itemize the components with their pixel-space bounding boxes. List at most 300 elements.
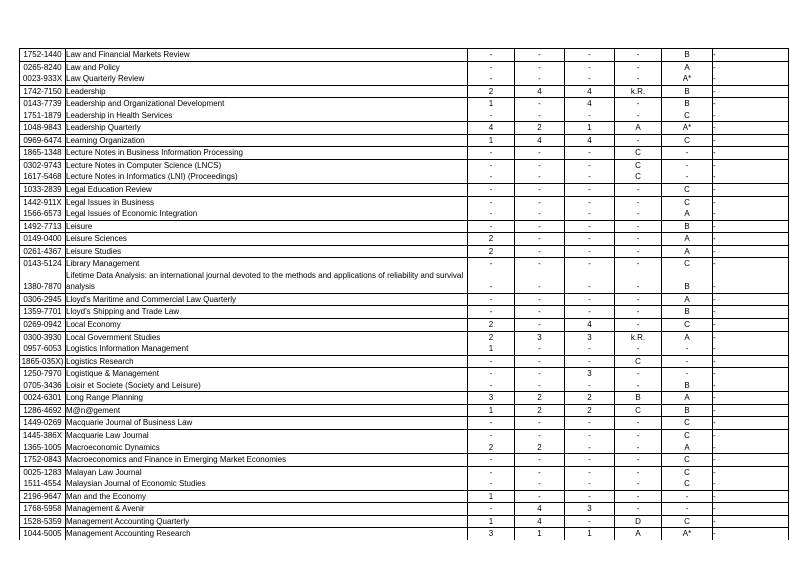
issn-cell: 0025-1283 [20,466,66,478]
rating-cell-6: - [713,258,789,270]
rating-cell-1: - [468,220,515,233]
rating-cell-1: 2 [468,85,515,98]
rating-cell-3: 4 [565,134,615,147]
rating-cell-3: - [565,355,615,368]
table-row [20,61,789,73]
rating-cell-5: - [662,368,713,380]
issn-cell: 0969-6474 [20,134,66,147]
issn-cell: 1365-1005 [20,442,66,454]
rating-cell-5: - [662,147,713,160]
title-cell: Local Government Studies [66,331,468,343]
rating-cell-6: - [713,306,789,319]
rating-cell-6: - [713,478,789,490]
rating-cell-5: - [662,355,713,368]
issn-cell: 1752-1440 [20,49,66,62]
issn-cell: 1752-0843 [20,454,66,467]
table-row [20,220,789,233]
title-cell: M@n@gement [66,404,468,417]
rating-cell-2: - [515,466,565,478]
rating-cell-6: - [713,319,789,332]
rating-cell-4: C [615,355,662,368]
title-cell: Library Management [66,258,468,270]
rating-cell-3: 4 [565,98,615,110]
rating-cell-4: - [615,73,662,85]
rating-cell-5: C [662,110,713,122]
table-row [20,270,789,294]
rating-cell-1: - [468,429,515,441]
issn-cell: 1442-911X [20,196,66,208]
rating-cell-6: - [713,417,789,430]
rating-cell-5: A* [662,528,713,540]
rating-cell-5: C [662,134,713,147]
rating-cell-3: - [565,306,615,319]
rating-cell-5: A* [662,122,713,135]
rating-cell-5: C [662,429,713,441]
rating-cell-2: 2 [515,442,565,454]
rating-cell-4: - [615,110,662,122]
rating-cell-6: - [713,245,789,258]
rating-cell-5: - [662,171,713,183]
rating-cell-5: B [662,270,713,294]
rating-cell-4: - [615,270,662,294]
rating-cell-4: A [615,122,662,135]
issn-cell: 1566-6573 [20,208,66,220]
issn-cell: 0306-2945 [20,293,66,306]
rating-cell-2: - [515,355,565,368]
rating-cell-1: - [468,159,515,171]
rating-cell-4: C [615,147,662,160]
rating-cell-2: - [515,429,565,441]
rating-cell-2: - [515,380,565,392]
rating-cell-1: - [468,466,515,478]
rating-cell-2: - [515,478,565,490]
rating-cell-6: - [713,270,789,294]
issn-cell: 1865-1348 [20,147,66,160]
rating-cell-4: C [615,159,662,171]
rating-cell-3: - [565,184,615,197]
rating-cell-5: B [662,85,713,98]
issn-cell: 0024-6301 [20,392,66,405]
rating-cell-4: - [615,49,662,62]
rating-cell-1: 1 [468,404,515,417]
rating-cell-6: - [713,368,789,380]
title-cell: Logistics Research [66,355,468,368]
title-cell: Legal Education Review [66,184,468,197]
title-cell: Logistique & Management [66,368,468,380]
title-cell: Man and the Economy [66,490,468,503]
title-cell: Loisir et Societe (Society and Leisure) [66,380,468,392]
rating-cell-4: C [615,171,662,183]
title-cell: Leadership in Health Services [66,110,468,122]
issn-cell: 0300-3930 [20,331,66,343]
rating-cell-2: 4 [515,503,565,516]
rating-cell-4: - [615,454,662,467]
table-row [20,368,789,380]
rating-cell-6: - [713,429,789,441]
issn-cell: 1768-5958 [20,503,66,516]
rating-cell-4: - [615,368,662,380]
issn-cell: 1617-5468 [20,171,66,183]
title-cell: Learning Organization [66,134,468,147]
rating-cell-6: - [713,220,789,233]
rating-cell-1: 3 [468,528,515,540]
rating-cell-6: - [713,147,789,160]
rating-cell-4: - [615,258,662,270]
table-row [20,49,789,62]
rating-cell-1: 2 [468,233,515,246]
rating-cell-2: - [515,110,565,122]
issn-cell: 1742-7150 [20,85,66,98]
rating-cell-1: - [468,478,515,490]
rating-cell-2: - [515,490,565,503]
rating-cell-2: - [515,270,565,294]
title-cell: Leadership and Organizational Development [66,98,468,110]
table-row [20,429,789,441]
rating-cell-5: B [662,49,713,62]
rating-cell-3: - [565,442,615,454]
rating-cell-6: - [713,466,789,478]
rating-cell-3: - [565,49,615,62]
rating-cell-5: A [662,442,713,454]
rating-cell-4: - [615,429,662,441]
rating-cell-4: - [615,478,662,490]
rating-cell-6: - [713,134,789,147]
issn-cell: 1751-1879 [20,110,66,122]
rating-cell-6: - [713,196,789,208]
title-cell: Management Accounting Quarterly [66,515,468,528]
rating-cell-3: - [565,429,615,441]
title-cell: Legal Issues in Business [66,196,468,208]
rating-cell-4: B [615,392,662,405]
rating-cell-5: C [662,417,713,430]
rating-cell-3: - [565,270,615,294]
rating-cell-2: - [515,98,565,110]
rating-cell-1: 1 [468,134,515,147]
rating-cell-3: - [565,233,615,246]
rating-cell-5: B [662,306,713,319]
rating-cell-6: - [713,171,789,183]
rating-cell-1: - [468,49,515,62]
table-row [20,331,789,343]
rating-cell-2: - [515,454,565,467]
issn-cell: 0302-9743 [20,159,66,171]
rating-cell-2: - [515,49,565,62]
rating-cell-1: - [468,73,515,85]
rating-cell-4: - [615,233,662,246]
table-row [20,528,789,540]
table-row [20,404,789,417]
table-row [20,515,789,528]
rating-cell-4: - [615,220,662,233]
issn-cell: 1380-7870 [20,270,66,294]
rating-cell-2: - [515,61,565,73]
rating-cell-1: - [468,61,515,73]
rating-cell-1: - [468,306,515,319]
rating-cell-6: - [713,85,789,98]
rating-cell-3: 4 [565,319,615,332]
table-row [20,417,789,430]
rating-cell-3: - [565,343,615,355]
rating-cell-5: B [662,98,713,110]
rating-cell-6: - [713,515,789,528]
rating-cell-5: B [662,380,713,392]
rating-cell-2: - [515,319,565,332]
table-row [20,159,789,171]
rating-cell-5: C [662,184,713,197]
rating-cell-5: A [662,245,713,258]
table-row [20,85,789,98]
rating-cell-2: 4 [515,85,565,98]
title-cell: Lifetime Data Analysis: an international journal devoted to the methods and applications of reliability and survival analysis [66,270,468,294]
table-row [20,73,789,85]
rating-cell-6: - [713,392,789,405]
rating-cell-1: - [468,110,515,122]
rating-cell-2: 2 [515,404,565,417]
rating-cell-5: C [662,478,713,490]
rating-cell-1: - [468,503,515,516]
rating-cell-5: C [662,515,713,528]
table-row [20,110,789,122]
rating-cell-2: - [515,245,565,258]
rating-cell-3: - [565,110,615,122]
table-row [20,98,789,110]
issn-cell: 0143-5124 [20,258,66,270]
table-row [20,478,789,490]
rating-cell-1: - [468,196,515,208]
rating-cell-2: - [515,417,565,430]
rating-cell-6: - [713,380,789,392]
rating-cell-1: 1 [468,343,515,355]
issn-cell: 1359-7701 [20,306,66,319]
table-row [20,134,789,147]
table-row [20,503,789,516]
rating-cell-6: - [713,184,789,197]
rating-cell-1: 3 [468,392,515,405]
rating-cell-3: - [565,73,615,85]
rating-cell-6: - [713,293,789,306]
table-row [20,122,789,135]
rating-cell-2: - [515,306,565,319]
title-cell: Malayan Law Journal [66,466,468,478]
rating-cell-2: - [515,293,565,306]
rating-cell-6: - [713,503,789,516]
issn-cell: 0023-933X [20,73,66,85]
title-cell: Logistics Information Management [66,343,468,355]
rating-cell-3: - [565,147,615,160]
rating-cell-1: - [468,208,515,220]
rating-cell-4: - [615,319,662,332]
rating-cell-5: - [662,343,713,355]
rating-cell-1: 2 [468,319,515,332]
rating-cell-1: 2 [468,442,515,454]
table-row [20,171,789,183]
table-row [20,490,789,503]
rating-cell-3: - [565,159,615,171]
rating-cell-2: 2 [515,122,565,135]
title-cell: Local Economy [66,319,468,332]
title-cell: Law Quarterly Review [66,73,468,85]
rating-cell-6: - [713,122,789,135]
rating-cell-2: - [515,220,565,233]
rating-cell-1: 2 [468,331,515,343]
rating-cell-1: 2 [468,245,515,258]
table-row [20,184,789,197]
rating-cell-2: - [515,368,565,380]
title-cell: Legal Issues of Economic Integration [66,208,468,220]
title-cell: Macroeconomics and Finance in Emerging Market Economies [66,454,468,467]
issn-cell: 1286-4692 [20,404,66,417]
rating-cell-5: - [662,490,713,503]
title-cell: Macquarie Law Journal [66,429,468,441]
issn-cell: 1445-386X [20,429,66,441]
title-cell: Malaysian Journal of Economic Studies [66,478,468,490]
rating-cell-3: - [565,293,615,306]
issn-cell: 1492-7713 [20,220,66,233]
issn-cell: 1865-035X) [20,355,66,368]
title-cell: Lecture Notes in Computer Science (LNCS) [66,159,468,171]
rating-cell-3: 1 [565,122,615,135]
rating-cell-6: - [713,490,789,503]
rating-cell-5: A [662,61,713,73]
rating-cell-5: C [662,196,713,208]
rating-cell-3: 3 [565,331,615,343]
table-row [20,245,789,258]
rating-cell-3: - [565,417,615,430]
rating-cell-5: - [662,503,713,516]
rating-cell-6: - [713,159,789,171]
rating-cell-1: - [468,184,515,197]
rating-cell-5: C [662,319,713,332]
rating-cell-5: A [662,233,713,246]
rating-cell-4: - [615,245,662,258]
rating-cell-2: 4 [515,134,565,147]
table-row [20,233,789,246]
rating-cell-6: - [713,208,789,220]
rating-cell-1: 4 [468,122,515,135]
rating-cell-3: - [565,490,615,503]
issn-cell: 0705-3436 [20,380,66,392]
issn-cell: 0261-4367 [20,245,66,258]
rating-cell-6: - [713,454,789,467]
rating-cell-2: 4 [515,515,565,528]
title-cell: Macquarie Journal of Business Law [66,417,468,430]
rating-cell-6: - [713,442,789,454]
title-cell: Leisure Studies [66,245,468,258]
rating-cell-2: - [515,171,565,183]
rating-cell-3: 4 [565,85,615,98]
rating-cell-6: - [713,528,789,540]
title-cell: Management Accounting Research [66,528,468,540]
rating-cell-5: A [662,208,713,220]
title-cell: Lecture Notes in Business Information Processing [66,147,468,160]
issn-cell: 0269-0942 [20,319,66,332]
table-row [20,454,789,467]
rating-cell-4: - [615,490,662,503]
issn-cell: 1528-5359 [20,515,66,528]
rating-cell-1: - [468,293,515,306]
rating-cell-4: - [615,306,662,319]
issn-cell: 1250-7970 [20,368,66,380]
rating-cell-4: - [615,417,662,430]
rating-cell-3: - [565,466,615,478]
issn-cell: 1511-4554 [20,478,66,490]
rating-cell-1: - [468,258,515,270]
rating-cell-3: 3 [565,503,615,516]
title-cell: Leisure Sciences [66,233,468,246]
rating-cell-3: - [565,515,615,528]
rating-cell-1: 1 [468,515,515,528]
rating-cell-2: 1 [515,528,565,540]
rating-cell-2: - [515,208,565,220]
rating-cell-6: - [713,98,789,110]
title-cell: Lecture Notes in Informatics (LNI) (Proceedings) [66,171,468,183]
rating-cell-2: - [515,343,565,355]
rating-cell-4: - [615,208,662,220]
issn-cell: 0149-0400 [20,233,66,246]
rating-cell-2: - [515,159,565,171]
rating-cell-5: A [662,392,713,405]
rating-cell-3: 1 [565,528,615,540]
rating-cell-6: - [713,343,789,355]
rating-cell-3: - [565,61,615,73]
rating-cell-4: - [615,134,662,147]
rating-cell-1: 1 [468,98,515,110]
rating-cell-4: - [615,380,662,392]
rating-cell-4: - [615,343,662,355]
rating-cell-1: - [468,171,515,183]
rating-cell-2: - [515,73,565,85]
title-cell: Law and Policy [66,61,468,73]
table-row [20,466,789,478]
rating-cell-3: - [565,208,615,220]
rating-cell-5: B [662,220,713,233]
rating-cell-3: - [565,258,615,270]
rating-cell-5: A* [662,73,713,85]
rating-cell-5: A [662,293,713,306]
title-cell: Leadership [66,85,468,98]
issn-cell: 1048-9843 [20,122,66,135]
table-row [20,293,789,306]
rating-cell-2: - [515,258,565,270]
rating-cell-2: - [515,196,565,208]
rating-cell-2: 3 [515,331,565,343]
rating-cell-5: - [662,159,713,171]
rating-cell-1: - [468,147,515,160]
table-row [20,306,789,319]
issn-cell: 1044-5005 [20,528,66,540]
issn-cell: 0957-6053 [20,343,66,355]
table-row [20,196,789,208]
rating-cell-5: C [662,258,713,270]
rating-cell-3: 2 [565,404,615,417]
rating-cell-6: - [713,73,789,85]
journal-ratings-table [19,48,789,540]
table-row [20,392,789,405]
rating-cell-4: - [615,466,662,478]
rating-cell-4: - [615,503,662,516]
table-row [20,442,789,454]
rating-cell-4: - [615,293,662,306]
rating-cell-1: - [468,368,515,380]
rating-cell-3: 2 [565,392,615,405]
rating-cell-3: - [565,196,615,208]
rating-cell-2: 2 [515,392,565,405]
rating-cell-4: - [615,196,662,208]
issn-cell: 1449-0269 [20,417,66,430]
rating-cell-3: - [565,245,615,258]
table-row [20,208,789,220]
table-row [20,343,789,355]
